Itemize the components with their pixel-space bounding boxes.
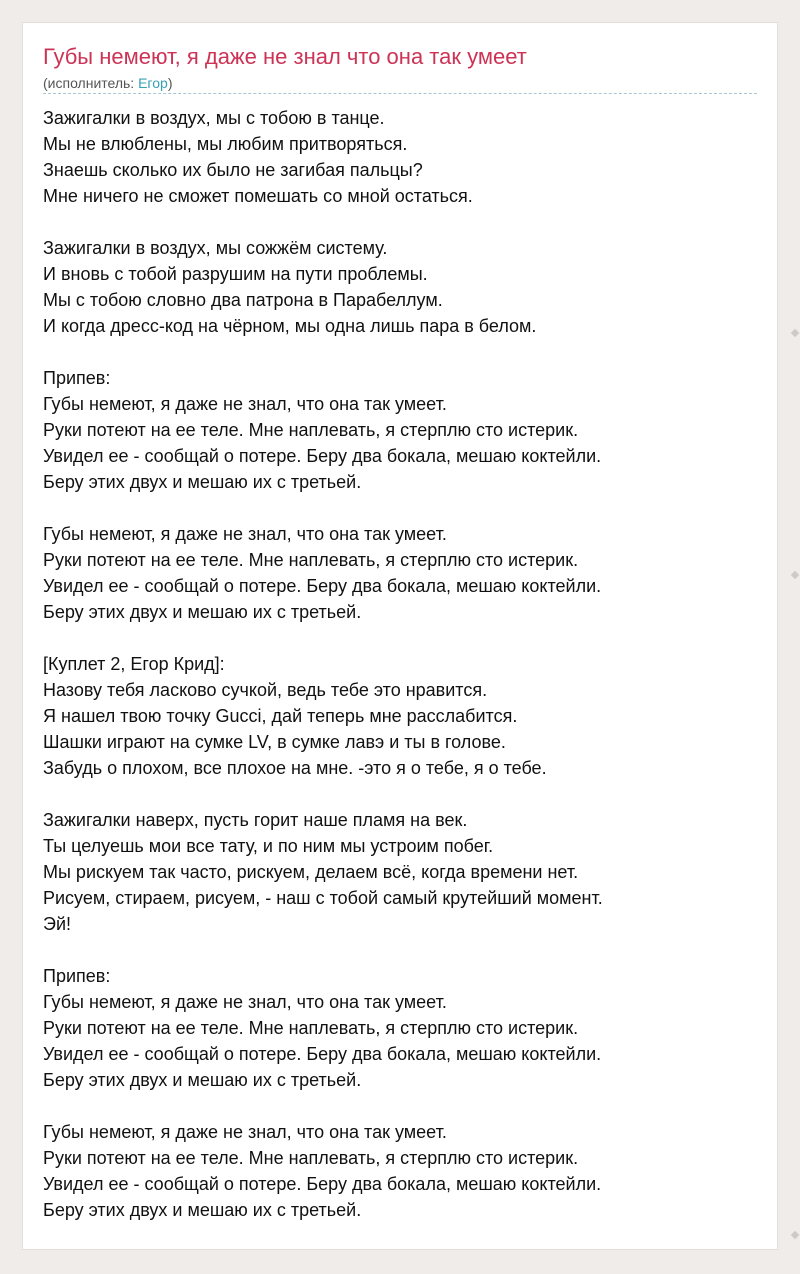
lyric-line: Мы рискуем так часто, рискуем, делаем всё, когда времени нет. — [43, 862, 579, 882]
lyrics-text — [43, 105, 759, 1223]
lyric-line: Мы с тобою словно два патрона в Парабеллум. — [43, 290, 443, 310]
lyric-line: Ты целуешь мои все тату, и по ним мы устроим побег. — [43, 836, 494, 856]
lyric-line: Губы немеют, я даже не знал, что она так умеет. — [43, 992, 447, 1012]
lyric-line: Шашки играют на сумке LV, в сумке лавэ и ты в голове. — [43, 732, 506, 752]
artist-suffix: ) — [167, 75, 173, 91]
lyric-line: Губы немеют, я даже не знал, что она так умеет. — [43, 524, 447, 544]
lyric-line: Увидел ее - сообщай о потере. Беру два бокала, мешаю коктейли. — [43, 446, 602, 466]
lyric-line: Я нашел твою точку Gucci, дай теперь мне расслабится. — [43, 706, 518, 726]
lyric-line: И когда дресс-код на чёрном, мы одна лишь пара в белом. — [43, 316, 537, 336]
lyric-line: Зажигалки в воздух, мы сожжём систему. — [43, 238, 388, 258]
edge-decoration — [791, 571, 799, 579]
lyric-line: Увидел ее - сообщай о потере. Беру два бокала, мешаю коктейли. — [43, 576, 602, 596]
stanza-break — [43, 781, 759, 807]
stanza-break — [43, 209, 759, 235]
lyric-line: Мы не влюблены, мы любим притворяться. — [43, 134, 408, 154]
artist-link[interactable]: Егор — [138, 75, 168, 91]
lyric-line: Руки потеют на ее теле. Мне наплевать, я стерплю сто истерик. — [43, 420, 579, 440]
stanza-break — [43, 937, 759, 963]
stanza-break — [43, 1093, 759, 1119]
edge-decoration — [791, 329, 799, 337]
lyric-line: Забудь о плохом, все плохое на мне. -это я о тебе, я о тебе. — [43, 758, 547, 778]
lyric-line: Зажигалки наверх, пусть горит наше пламя на век. — [43, 810, 468, 830]
title-divider — [43, 93, 757, 94]
lyric-line: Зажигалки в воздух, мы с тобою в танце. — [43, 108, 385, 128]
lyric-line: Припев: — [43, 966, 111, 986]
song-title: Губы немеют, я даже не знал что она так умеет — [43, 44, 527, 69]
lyric-line: Руки потеют на ее теле. Мне наплевать, я стерплю сто истерик. — [43, 550, 579, 570]
lyric-line: Беру этих двух и мешаю их с третьей. — [43, 1070, 362, 1090]
edge-decoration — [791, 1231, 799, 1239]
lyric-line: Беру этих двух и мешаю их с третьей. — [43, 1200, 362, 1220]
lyric-line: [Куплет 2, Егор Крид]: — [43, 654, 225, 674]
lyric-line: Назову тебя ласково сучкой, ведь тебе это нравится. — [43, 680, 488, 700]
stanza-break — [43, 339, 759, 365]
lyric-line: Беру этих двух и мешаю их с третьей. — [43, 602, 362, 622]
lyric-line: Губы немеют, я даже не знал, что она так умеет. — [43, 1122, 447, 1142]
stanza-break — [43, 495, 759, 521]
lyric-line: Эй! — [43, 914, 71, 934]
lyric-line: Губы немеют, я даже не знал, что она так умеет. — [43, 394, 447, 414]
artist-prefix: (исполнитель: — [43, 75, 139, 91]
lyric-line: Руки потеют на ее теле. Мне наплевать, я стерплю сто истерик. — [43, 1018, 579, 1038]
lyric-line: Мне ничего не сможет помешать со мной остаться. — [43, 186, 473, 206]
stanza-break — [43, 625, 759, 651]
lyric-line: Знаешь сколько их было не загибая пальцы? — [43, 160, 423, 180]
lyric-line: И вновь с тобой разрушим на пути проблемы. — [43, 264, 428, 284]
lyric-line: Увидел ее - сообщай о потере. Беру два бокала, мешаю коктейли. — [43, 1044, 602, 1064]
lyrics-card — [22, 22, 778, 1250]
lyric-line: Рисуем, стираем, рисуем, - наш с тобой самый крутейший момент. — [43, 888, 603, 908]
lyric-line: Припев: — [43, 368, 111, 388]
artist-line — [43, 74, 172, 92]
lyric-line: Увидел ее - сообщай о потере. Беру два бокала, мешаю коктейли. — [43, 1174, 602, 1194]
lyric-line: Руки потеют на ее теле. Мне наплевать, я стерплю сто истерик. — [43, 1148, 579, 1168]
lyric-line: Беру этих двух и мешаю их с третьей. — [43, 472, 362, 492]
